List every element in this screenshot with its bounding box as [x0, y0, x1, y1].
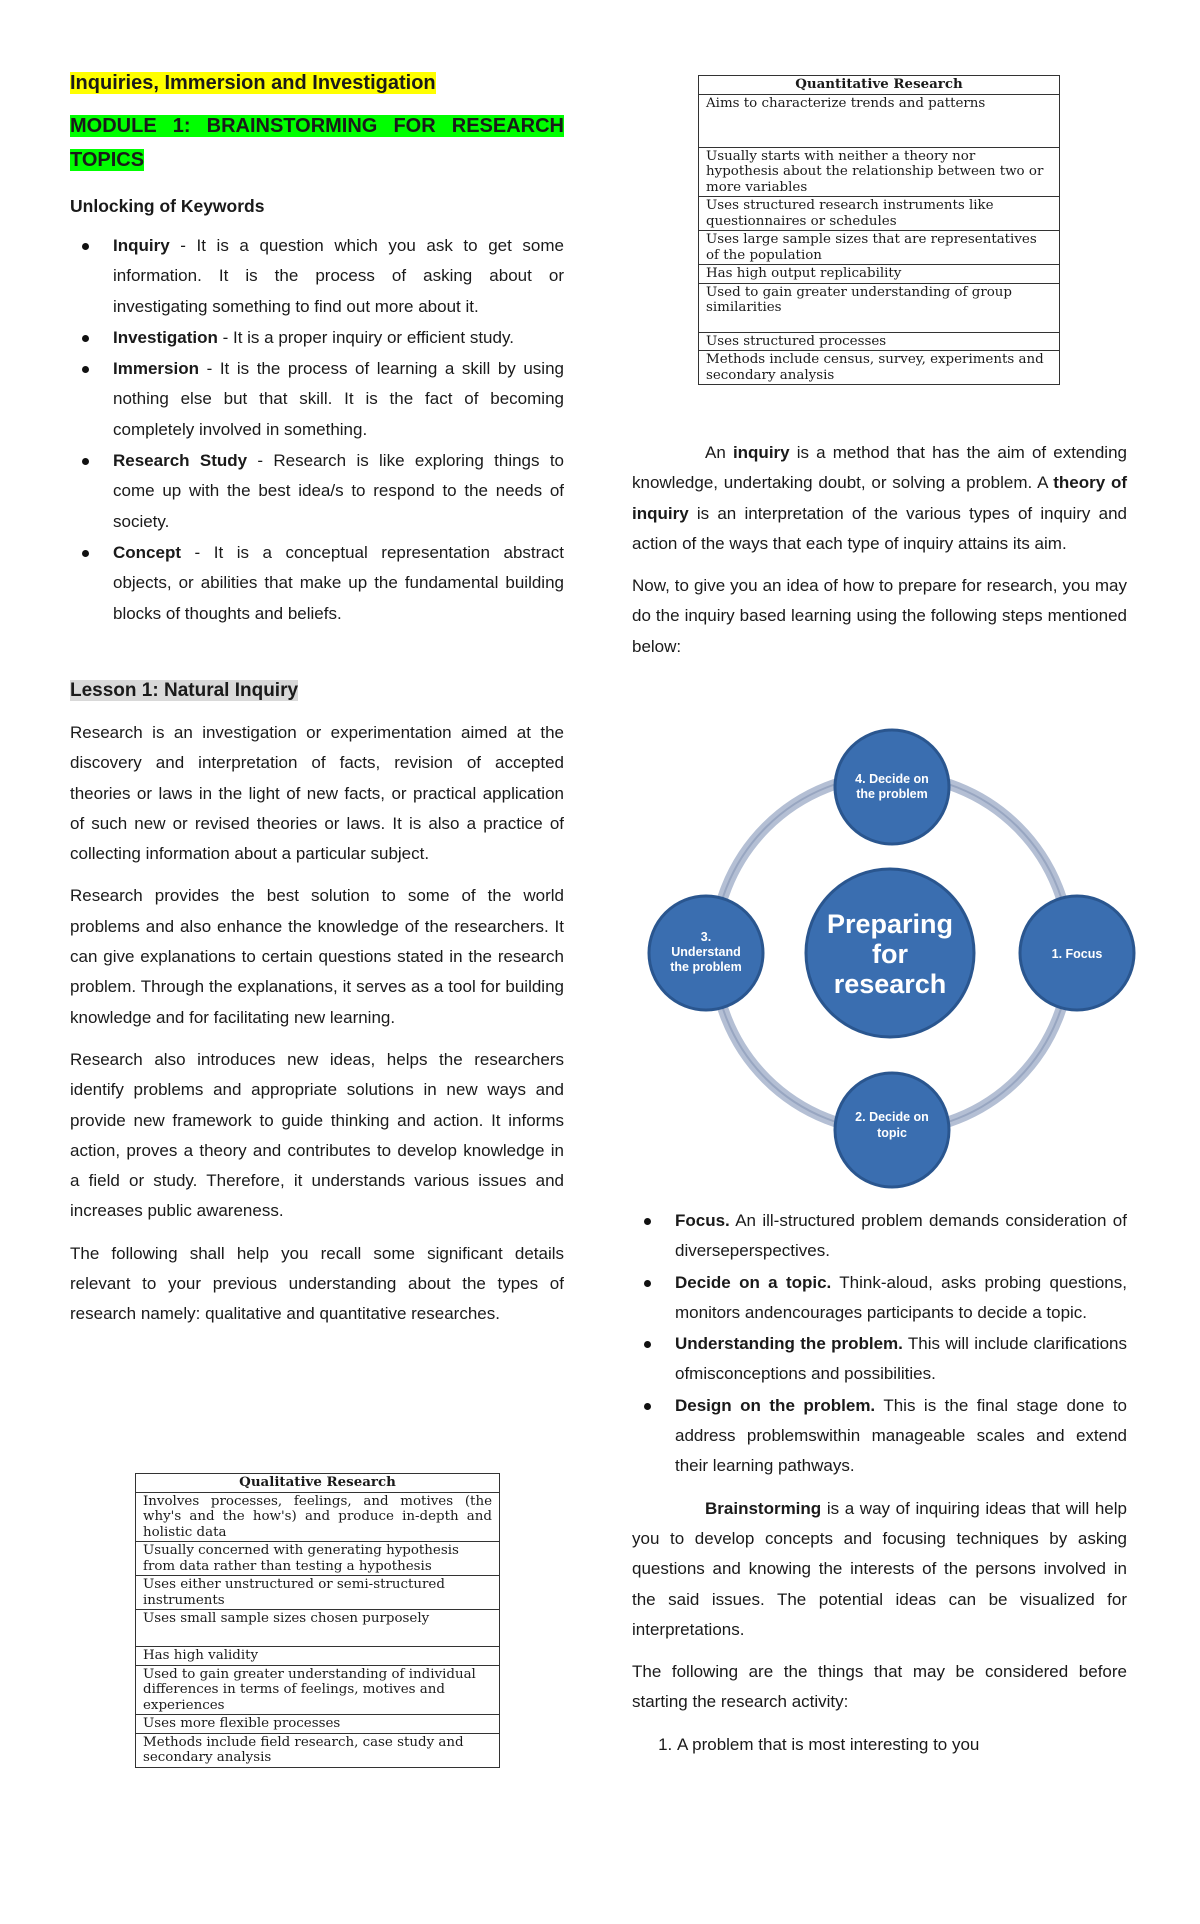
node-label: 1. Focus	[1051, 947, 1103, 961]
node-label: the problem	[670, 960, 742, 974]
considerations-list	[632, 1730, 1127, 1760]
keyword-term: Research Study	[113, 451, 248, 471]
keyword-def: - Research is like exploring things to come up with the best idea/s to respond to the needs of society.	[113, 451, 565, 531]
keyword-term: Immersion	[113, 359, 199, 379]
steps-list	[632, 1206, 1127, 1482]
step-item	[632, 1391, 1127, 1482]
qualitative-table	[135, 1473, 500, 1768]
table-row: Aims to characterize trends and patterns	[699, 94, 1060, 147]
steps-section	[632, 1206, 1127, 1760]
step-def: An ill-structured problem demands consideration of diverseperspectives.	[675, 1211, 1127, 1261]
keyword-def: - It is a question which you ask to get some information. It is the process of asking about or investigating something to find out more about it.	[113, 236, 564, 316]
table-row: Has high output replicability	[699, 265, 1060, 284]
table-row: Usually concerned with generating hypothesis from data rather than testing a hypothesis	[136, 1542, 500, 1576]
center-label: Preparing	[826, 909, 954, 939]
paragraph: Research provides the best solution to some of the world problems and also enhance the knowledge of the researchers. It can give explanations to certain questions stated in the research problem. Through the explanations, it serves as a tool for building knowledge and for facilitating new learning.	[70, 886, 564, 1027]
step-term: Focus.	[675, 1211, 730, 1230]
keyword-term: Inquiry	[113, 236, 170, 255]
lesson-section	[70, 676, 564, 1342]
step-item	[632, 1268, 1127, 1329]
keyword-term: Concept	[113, 542, 181, 562]
now-paragraph: Now, to give you an idea of how to prepare for research, you may do the inquiry based learning using the following steps mentioned below:	[632, 576, 1127, 656]
node-decide-problem	[835, 730, 949, 844]
text: An	[705, 443, 733, 462]
node-label: the problem	[856, 787, 928, 801]
following-paragraph: The following are the things that may be considered before starting the research activity:	[632, 1662, 1127, 1712]
text: is an interpretation of the various types of inquiry and action of the ways that each type of inquiry attains its aim.	[632, 503, 1127, 553]
node-label: 2. Decide on	[855, 1110, 929, 1124]
table-row: Used to gain greater understanding of individual differences in terms of feelings, motives and experiences	[136, 1665, 500, 1715]
table-header: Quantitative Research	[699, 76, 1060, 95]
step-term: Understanding the problem.	[675, 1334, 903, 1354]
keywords-list	[70, 231, 564, 629]
table-row: Has high validity	[136, 1647, 500, 1666]
table-row: Usually starts with neither a theory nor hypothesis about the relationship between two or more variables	[699, 147, 1060, 197]
table-row: Used to gain greater understanding of group similarities	[699, 283, 1060, 332]
keyword-def: - It is the process of learning a skill by using nothing else but that skill. It is the fact of becoming completely involved in something.	[113, 359, 564, 439]
node-label: Understand	[671, 945, 741, 959]
left-column	[70, 68, 564, 629]
inquiry-section	[632, 438, 1127, 674]
module-heading-line2: TOPICS	[70, 149, 145, 171]
table-header: Qualitative Research	[136, 1474, 500, 1493]
preparing-research-diagram	[640, 720, 1160, 1200]
table-row: Uses large sample sizes that are representatives of the population	[699, 231, 1060, 265]
table-row: Methods include field research, case study and secondary analysis	[136, 1733, 500, 1767]
keyword-def: - It is a proper inquiry or efficient study.	[217, 327, 514, 347]
table-row: Methods include census, survey, experiments and secondary analysis	[699, 351, 1060, 385]
center-label: for	[872, 939, 908, 969]
table-row: Uses either unstructured or semi-structured instruments	[136, 1576, 500, 1610]
node-label: topic	[877, 1126, 907, 1140]
table-row: Involves processes, feelings, and motives (the why's and the how's) and produce in-depth and holistic data	[136, 1492, 500, 1542]
keyword-def: - It is a conceptual representation abstract objects, or abilities that make up the fundamental building blocks of thoughts and beliefs.	[113, 542, 564, 623]
term: theory of inquiry	[632, 473, 1127, 523]
step-def: This is the final stage done to address problemswithin manageable scales and extend their learning pathways.	[675, 1395, 1127, 1476]
node-label: 3.	[700, 930, 712, 944]
module-heading: MODULE 1: BRAINSTORMING FOR RESEARCH	[70, 115, 564, 137]
table-row: Uses structured research instruments like questionnaires or schedules	[699, 197, 1060, 231]
table-row: Uses structured processes	[699, 332, 1060, 351]
center-label: research	[833, 969, 947, 999]
step-def: This will include clarifications ofmisconceptions and possibilities.	[675, 1334, 1128, 1384]
term: Brainstorming	[705, 1498, 822, 1518]
keyword-item	[70, 446, 564, 537]
node-understand-problem	[649, 896, 763, 1010]
step-item	[632, 1206, 1127, 1267]
brainstorm-paragraph	[632, 1494, 1127, 1645]
keyword-item	[70, 231, 564, 322]
paragraph: Research also introduces new ideas, helps the researchers identify problems and appropriate solutions in new ways and provide new framework to guide thinking and action. It informs action, proves a theory and contributes to develop knowledge in a field or study. Therefore, it understands various issues and increases public awareness.	[70, 1049, 564, 1221]
paragraph: Research is an investigation or experimentation aimed at the discovery and interpretation of facts, revision of accepted theories or laws in the light of new facts, or practical application of such new or revised theories or laws. It is also a practice of collecting information about a particular subject.	[70, 723, 564, 864]
step-def: Think-aloud, asks probing questions, monitors andencourages participants to decide a topic.	[675, 1272, 1127, 1322]
keyword-item	[70, 323, 564, 353]
node-decide-topic	[835, 1073, 949, 1187]
keyword-item	[70, 538, 564, 629]
step-item	[632, 1329, 1127, 1390]
step-term: Decide on a topic.	[675, 1272, 832, 1292]
keyword-term: Investigation	[113, 327, 218, 347]
node-label: 4. Decide on	[855, 772, 929, 786]
keyword-item	[70, 354, 564, 445]
list-item: 1. A problem that is most interesting to you	[677, 1730, 1127, 1760]
quantitative-table	[698, 75, 1060, 385]
table-row: Uses small sample sizes chosen purposely	[136, 1610, 500, 1647]
node-focus	[1020, 896, 1134, 1010]
center-node	[806, 869, 974, 1037]
step-term: Design on the problem.	[675, 1395, 876, 1415]
text: is a way of inquiring ideas that will help you to develop concepts and focusing techniques by asking questions and knowing the interests of the persons involved in the said issues. The potential ideas can be visualized for interpretations.	[632, 1498, 1127, 1639]
text: is a method that has the aim of extending knowledge, undertaking doubt, or solving a problem. A	[632, 443, 1127, 493]
keywords-heading: Unlocking of Keywords	[70, 196, 265, 216]
inquiry-paragraph	[632, 438, 1127, 559]
lesson-heading: Lesson 1: Natural Inquiry	[70, 680, 299, 701]
term: inquiry	[732, 443, 790, 462]
table-row: Uses more flexible processes	[136, 1715, 500, 1734]
paragraph: The following shall help you recall some significant details relevant to your previous understanding about the types of research namely: qualitative and quantitative researches.	[70, 1243, 564, 1324]
document-title: Inquiries, Immersion and Investigation	[70, 72, 436, 94]
